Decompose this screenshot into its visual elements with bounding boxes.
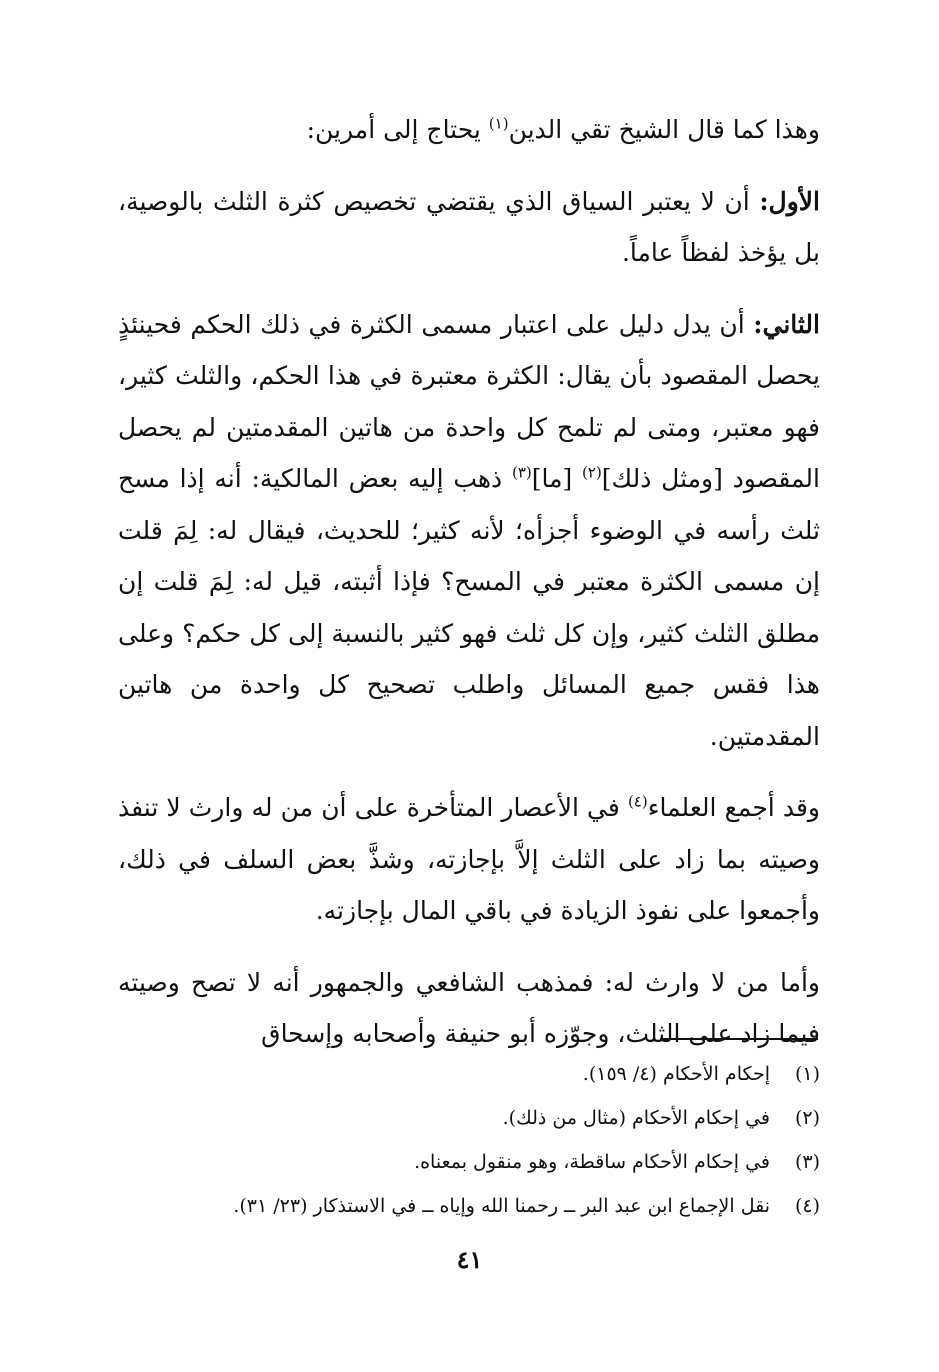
footnote-1 (118, 1052, 820, 1096)
footnote-2-text: في إحكام الأحكام (مثال من ذلك). (502, 1107, 770, 1129)
footnote-separator (660, 1038, 818, 1040)
footnote-2-number: (٢) (794, 1107, 820, 1129)
main-text (118, 104, 820, 1060)
paragraph-2-text: أن لا يعتبر السياق الذي يقتضي تخصيص كثرة الثلث بالوصية، بل يؤخذ لفظاً عاماً. (118, 186, 820, 267)
paragraph-4-text-b: في الأعصار المتأخرة على أن من له وارث لا تنفذ وصيته بما زاد على الثلث إلاَّ بإجازته، وشذَّ بعض السلف في ذلك، وأجمعوا على نفوذ الزيادة في باقي المال بإجازته. (118, 793, 820, 925)
paragraph-1-text-b: يحتاج إلى أمرين: (306, 115, 489, 144)
footnotes (118, 1052, 820, 1228)
footnote-marker-3: (٣) (511, 463, 532, 482)
paragraph-5-text: وأما من لا وارث له: فمذهب الشافعي والجمهور أنه لا تصح وصيته فيما زاد على الثلث، وجوّزه أبو حنيفة وأصحابه وإسحاق (118, 967, 820, 1048)
footnote-1-text: إحكام الأحكام (٤/ ١٥٩). (582, 1063, 770, 1085)
paragraph-1 (118, 104, 820, 156)
paragraph-1-text-a: وهذا كما قال الشيخ تقي الدين (508, 115, 820, 144)
footnote-4 (118, 1184, 820, 1228)
footnote-4-text: نقل الإجماع ابن عبد البر ــ رحمنا الله وإياه ــ في الاستذكار (٢٣/ ٣١). (233, 1195, 770, 1217)
paragraph-3 (118, 299, 820, 763)
footnote-1-number: (١) (794, 1063, 820, 1085)
footnote-marker-1: (١) (488, 114, 509, 133)
paragraph-2 (118, 176, 820, 279)
footnote-3-number: (٣) (794, 1151, 820, 1173)
paragraph-4-text-a: وقد أجمع العلماء (647, 793, 820, 822)
page-number: ٤١ (456, 1245, 483, 1274)
paragraph-4 (118, 782, 820, 937)
paragraph-3-text-a: أن يدل دليل على اعتبار مسمى الكثرة في ذلك الحكم فحينئذٍ يحصل المقصود بأن يقال: الكثرة معتبرة في هذا الحكم، والثلث كثير، فهو معتبر، ومتى لم تلمح كل واحدة من هاتين المقدمتين لم يحصل المقصود [ومثل ذلك] (118, 309, 820, 493)
footnote-marker-4: (٤) (627, 792, 648, 811)
footnote-3 (118, 1140, 820, 1184)
paragraph-5 (118, 957, 820, 1060)
paragraph-3-text-c: ذهب إليه بعض المالكية: أنه إذا مسح ثلث رأسه في الوضوء أجزأه؛ لأنه كثير؛ للحديث، فيقال له: لِمَ قلت إن مسمى الكثرة معتبر في المسح؟ فإذا أثبته، قيل له: لِمَ قلت إن مطلق الثلث كثير، وإن كل ثلث فهو كثير بالنسبة إلى كل حكم؟ وعلى هذا فقس جميع المسائل واطلب تصحيح كل واحدة من هاتين المقدمتين. (118, 464, 820, 751)
footnote-2 (118, 1096, 820, 1140)
footnote-4-number: (٤) (794, 1195, 820, 1217)
paragraph-3-text-b: [ما] (531, 464, 583, 493)
paragraph-2-lead: الأول: (759, 186, 820, 216)
footnote-marker-2: (٢) (582, 463, 602, 482)
paragraph-3-lead: الثاني: (753, 309, 820, 339)
footnote-3-text: في إحكام الأحكام ساقطة، وهو منقول بمعناه. (414, 1151, 770, 1173)
